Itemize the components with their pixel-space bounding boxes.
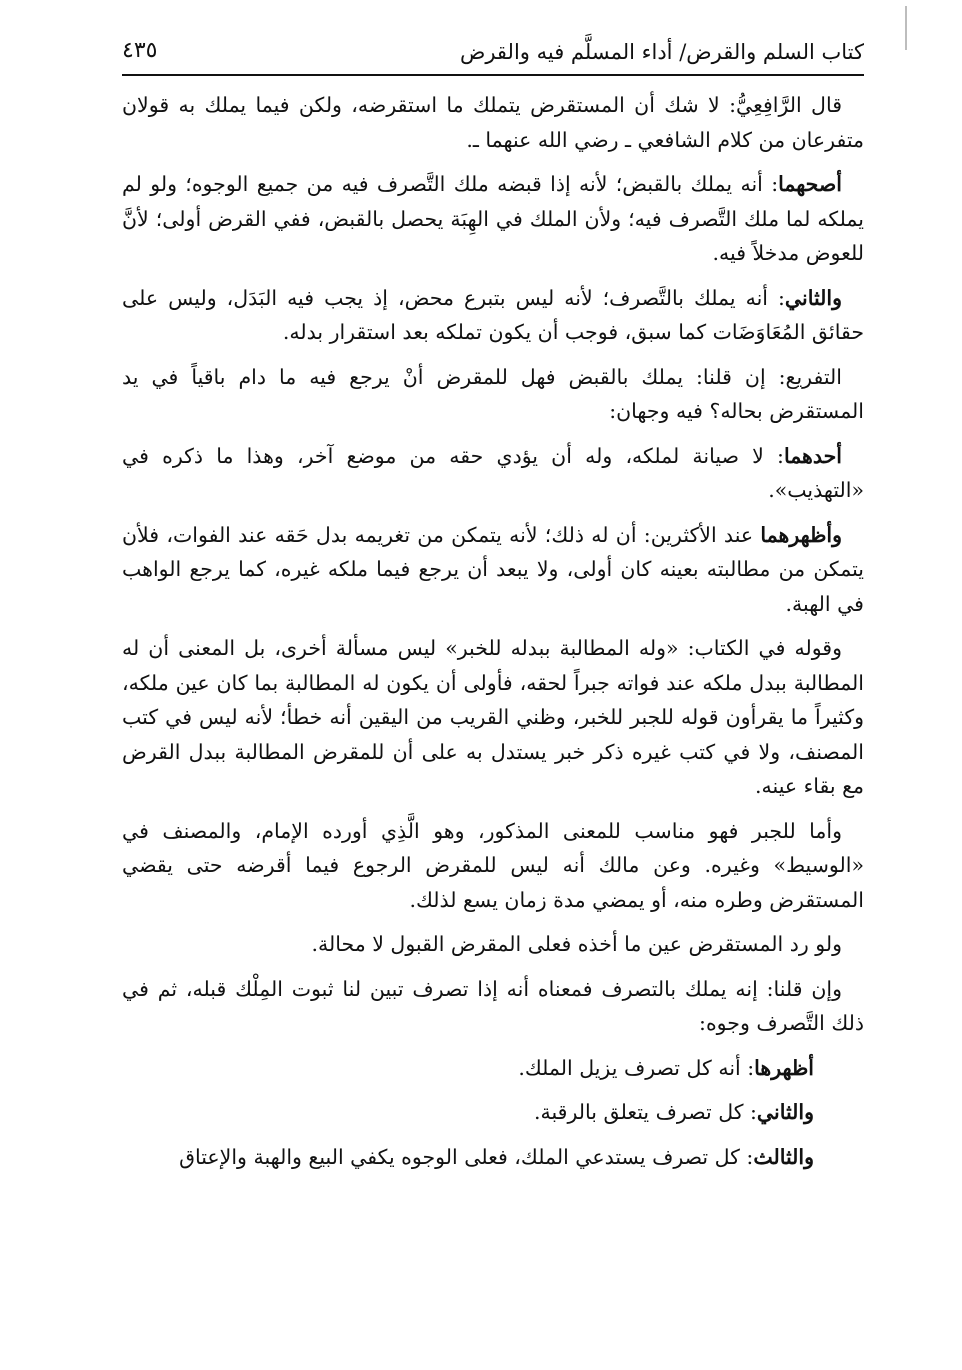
- paragraph-text: التفريع: إن قلنا: يملك بالقبض فهل للمقرض أنْ يرجع فيه ما دام باقياً في يد المستقرض بحاله؟ فيه وجهان:: [122, 364, 864, 423]
- scan-edge-mark: [905, 6, 907, 50]
- paragraph-lead: أحدهما: [783, 443, 842, 468]
- paragraph-text: : كل تصرف يتعلق بالرقبة.: [533, 1100, 757, 1124]
- paragraph-lead: أظهرها: [754, 1055, 814, 1080]
- paragraph-text: قال الرَّافِعِيُّ: لا شك أن المستقرض يتملك ما استقرضه، ولكن فيما يملك به قولان متفرعان من كلام الشافعي ـ رضي الله عنهما ـ.: [122, 93, 864, 152]
- running-title: كتاب السلم والقرض/ أداء المسلَّم فيه والقرض: [459, 40, 864, 64]
- list-paragraph: [122, 1051, 864, 1086]
- paragraph-text: ولو رد المستقرض عين ما أخذه فعلى المقرض القبول لا محالة.: [311, 932, 842, 956]
- paragraph-lead: والثالث: [753, 1144, 814, 1169]
- list-paragraph: [122, 1140, 864, 1175]
- paragraph: [122, 439, 864, 508]
- paragraph: [122, 927, 864, 962]
- paragraph-text: وأما للجبر فهو مناسب للمعنى المذكور، وهو الَّذِي أورده الإمام، والمصنف في «الوسيط» وغيره. وعن مالك أنه ليس للمقرض الرجوع فيما أقرضه حتى يقضي المستقرض وطره منه، أو يمضي مدة زمان يسع لذلك.: [122, 818, 864, 912]
- paragraph-lead: والثاني: [756, 1100, 814, 1124]
- paragraph: [122, 167, 864, 271]
- paragraph-lead: وأظهرهما: [760, 522, 842, 547]
- paragraph-lead: أصحهما: [778, 172, 842, 196]
- paragraph-text: عند الأكثرين: أن له ذلك؛ لأنه يتمكن من تغريمه بدل حَقه عند الفوات، فلأن يتمكن من مطالبته بعينه كان أولى، ولا يبعد أن يرجع فيما ملكه غيره، كما يرجع الواهب في الهبة.: [122, 522, 864, 616]
- paragraph-text: : أنه يملك بالقبض؛ لأنه إذا قبضه ملك التَّصرف فيه من جميع الوجوه؛ ولو لم يملكه لما ملك التَّصرف فيه؛ ولأن الملك في الهِبَة يحصل بالقبض، ففي القرض أولى؛ لأنَّ للعوض مدخلاً فيه.: [122, 172, 864, 265]
- paragraph-text: وقوله في الكتاب: «وله المطالبة ببدله للخبر» ليس مسألة أخرى، بل المعنى أن له المطالبة ببدل ملكه عند فواته جبراً لحقه، فأولى أن يكون له المطالبة بما كان عين ملكه، وكثيراً ما يقرأون قوله للجبر للخبر، وظني القريب من اليقين أنه خطأ؛ لأنه ليس في كتب المصنف، ولا في كتب غيره ذكر خبر يستدل به على أن للمقرض المطالبة ببدل القرض مع بقاء عينه.: [122, 636, 864, 798]
- paragraph-text: : أنه يملك بالتَّصرف؛ لأنه ليس بتبرع محض، إذ يجب فيه البَدَل، وليس على حقائق المُعَاوَضَات كما سبق، فوجب أن يكون تملكه بعد استقرار بدله.: [122, 285, 864, 344]
- paragraph: [122, 360, 864, 429]
- page-header: [122, 34, 864, 74]
- paragraph: [122, 972, 864, 1041]
- paragraph: [122, 88, 864, 157]
- paragraph-text: وإن قلنا: إنه يملك بالتصرف فمعناه أنه إذا تصرف تبين لنا ثبوت المِلْك قبله، ثم في ذلك التَّصرف وجوه:: [122, 976, 864, 1035]
- paragraph-text: : لا صيانة لملكه، وله أن يؤدي حقه من موضع آخر، وهذا ما ذكره في «التهذيب».: [122, 443, 864, 502]
- paragraph: [122, 631, 864, 804]
- list-paragraph: [122, 1095, 864, 1130]
- paragraph-text: : كل تصرف يستدعي الملك، فعلى الوجوه يكفي البيع والهبة والإعتاق: [179, 1144, 754, 1169]
- paragraph: [122, 814, 864, 918]
- header-rule: [122, 74, 864, 76]
- body-text: [122, 88, 864, 1184]
- paragraph-text: : أنه كل تصرف يزيل الملك.: [518, 1055, 755, 1080]
- paragraph-lead: والثاني: [784, 285, 842, 310]
- paragraph: [122, 518, 864, 622]
- paragraph: [122, 281, 864, 350]
- page-number: ٤٣٥: [122, 38, 158, 63]
